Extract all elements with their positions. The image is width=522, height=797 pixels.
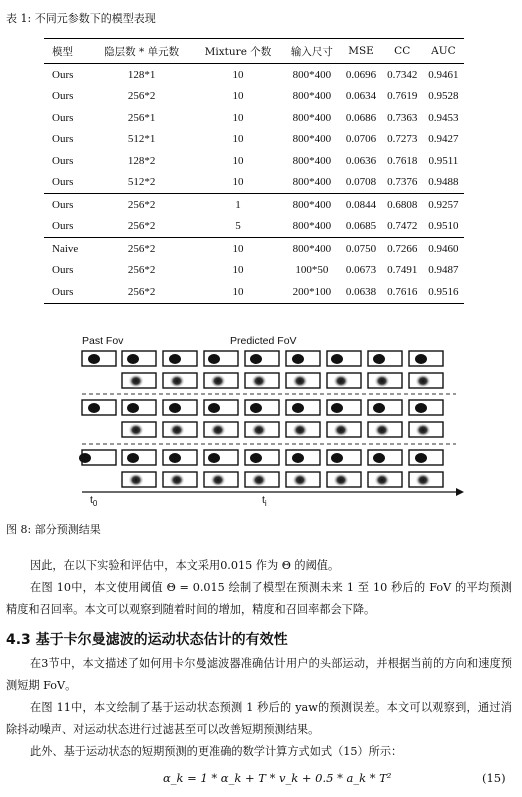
pred-blob (333, 473, 349, 487)
fov-blob (169, 403, 181, 413)
table-cell: 0.0696 (345, 68, 377, 81)
fov-blob (127, 453, 139, 463)
pred-blob (333, 423, 349, 437)
table-cell: Ours (52, 154, 74, 167)
table-row (44, 194, 464, 216)
fov-blob (169, 354, 181, 364)
table-cell: 0.9453 (428, 111, 459, 124)
table-cell: 0.9487 (428, 264, 459, 277)
table-cell: 800*400 (292, 242, 332, 255)
table-cell: Ours (52, 264, 74, 277)
table-cell: 256*2 (127, 220, 156, 233)
table-cell: 0.7342 (387, 68, 418, 81)
fov-blob (373, 403, 385, 413)
pred-blob (128, 473, 144, 487)
table-cell: 256*2 (127, 264, 156, 277)
paragraph-3: 在3节中，本文描述了如何用卡尔曼滤波器准确估计用户的头部运动，并根据当前的方向和速度预测短期 FoV。 (6, 657, 512, 692)
table-cell: 10 (232, 285, 244, 298)
table-group-2 (44, 194, 464, 238)
pred-blob (333, 374, 349, 388)
past-fov-label: Past Fov (82, 335, 124, 347)
table-cell: 256*2 (127, 285, 156, 298)
table-cell: 512*1 (127, 133, 156, 146)
pred-blob (292, 473, 308, 487)
fov-blob (292, 354, 304, 364)
table-cell: 128*2 (127, 154, 156, 167)
paragraph-2: 在图 10中，本文使用阈值 Θ = 0.015 绘制了模型在预测未来 1 至 10 秒后的 FoV 的平均预测精度和召回率。本文可以观察到随着时间的增加，精度和召回率都会下降。 (6, 581, 512, 616)
table-cell: 800*400 (292, 68, 332, 81)
table-cell: 0.9516 (428, 285, 459, 298)
table-cell: 800*400 (292, 176, 332, 189)
table-cell: 0.9511 (428, 154, 459, 167)
table-cell: 0.0686 (345, 111, 377, 124)
table-cell: Ours (52, 90, 74, 103)
equation-number: (15) (482, 771, 506, 785)
table-cell: 256*2 (127, 90, 156, 103)
fov-blob (292, 453, 304, 463)
pred-blob (169, 423, 185, 437)
table-cell: Ours (52, 111, 74, 124)
table-cell: 0.7616 (387, 285, 418, 298)
table-group-3 (44, 238, 464, 304)
table-cell: 800*400 (292, 90, 332, 103)
fov-blob (373, 453, 385, 463)
table-cell: 256*2 (127, 198, 156, 211)
table-cell: Ours (52, 198, 74, 211)
table-row (44, 238, 464, 260)
pred-blob (415, 473, 431, 487)
table-cell: 1 (235, 198, 241, 211)
table-cell: 128*1 (127, 68, 156, 81)
figure-caption: 图 8: 部分预测结果 (6, 523, 101, 536)
table-cell: 800*400 (292, 133, 332, 146)
table-cell: 800*400 (292, 154, 332, 167)
paragraph-1: 因此，在以下实验和评估中，本文采用0.015 作为 Θ 的阈值。 (30, 559, 340, 572)
fov-blob (208, 354, 220, 364)
pred-blob (415, 423, 431, 437)
equation: α_k = 1 * α_k + T * v_k + 0.5 * a_k * T² (163, 771, 392, 785)
table-cell: Ours (52, 176, 74, 189)
table-cell: 0.7618 (387, 154, 418, 167)
table-group-1 (44, 64, 464, 194)
table-cell: 0.0634 (345, 90, 377, 103)
pred-blob (292, 374, 308, 388)
pred-blob (251, 423, 267, 437)
table-cell: 256*1 (127, 111, 156, 124)
table-cell: 0.9461 (428, 68, 459, 81)
table-row (44, 281, 464, 303)
fov-blob (88, 354, 100, 364)
table-cell: 256*2 (127, 242, 156, 255)
table-row (44, 129, 464, 151)
col-header: 隐层数 * 单元数 (104, 45, 180, 58)
table-cell: 0.7363 (387, 111, 418, 124)
figure-prediction-results (74, 332, 464, 522)
fov-blob (331, 354, 343, 364)
col-header: MSE (348, 45, 374, 57)
table-cell: Ours (52, 285, 74, 298)
fov-blob (331, 453, 343, 463)
table-cell: 512*2 (127, 176, 156, 189)
table-cell: 0.7376 (387, 176, 418, 189)
pred-blob (251, 473, 267, 487)
table-cell: 0.9488 (428, 176, 459, 189)
table-cell: 0.7472 (387, 220, 418, 233)
table-header-row (44, 39, 464, 64)
table-cell: Naive (52, 242, 79, 255)
table-cell: 0.0844 (345, 198, 377, 211)
table-cell: 5 (235, 220, 241, 233)
pred-blob (210, 423, 226, 437)
fov-blob (373, 354, 385, 364)
table-row (44, 86, 464, 108)
col-header: Mixture 个数 (204, 45, 272, 58)
pred-blob (415, 374, 431, 388)
table-cell: 0.0685 (345, 220, 377, 233)
table-cell: 0.9257 (428, 198, 459, 211)
table-cell: 10 (232, 242, 244, 255)
fov-blob (169, 453, 181, 463)
fov-blob (415, 453, 427, 463)
table-cell: 800*400 (292, 111, 332, 124)
table-row (44, 172, 464, 194)
table-cell: 10 (232, 154, 244, 167)
fov-blob (127, 354, 139, 364)
table-cell: 0.9528 (428, 90, 459, 103)
fov-blob (250, 453, 262, 463)
ti-label: $t_i$ (262, 494, 267, 509)
section-heading: 4.3 基于卡尔曼滤波的运动状态估计的有效性 (6, 632, 288, 648)
pred-blob (374, 473, 390, 487)
col-header: CC (394, 45, 411, 57)
fov-blob (415, 354, 427, 364)
fov-blob (250, 403, 262, 413)
pred-blob (210, 374, 226, 388)
fov-blob (79, 453, 91, 463)
paragraph-4: 在图 11中，本文绘制了基于运动状态预测 1 秒后的 yaw的预测误差。本文可以观察到，通过消除抖动噪声、对运动状态进行过滤甚至可以改善短期预测结果。 (6, 701, 512, 736)
pred-blob (210, 473, 226, 487)
table-cell: 0.6808 (387, 198, 418, 211)
table-caption: 表 1: 不同元参数下的模型表现 (6, 12, 156, 25)
table-cell: 10 (232, 264, 244, 277)
table-cell: Ours (52, 68, 74, 81)
table-cell: 0.0706 (345, 133, 377, 146)
pred-blob (374, 423, 390, 437)
table-row (44, 107, 464, 129)
time-axis-arrow (456, 488, 464, 496)
fov-blob (88, 403, 100, 413)
table-cell: 10 (232, 90, 244, 103)
col-header: 模型 (52, 45, 73, 58)
table-row (44, 216, 464, 238)
table-row (44, 150, 464, 172)
table-cell: Ours (52, 220, 74, 233)
table-cell: 10 (232, 68, 244, 81)
pred-blob (169, 374, 185, 388)
table-cell: 800*400 (292, 220, 332, 233)
pred-blob (292, 423, 308, 437)
fov-blob (127, 403, 139, 413)
fov-grid (74, 332, 464, 522)
table-cell: 0.7266 (387, 242, 418, 255)
table-cell: 200*100 (292, 285, 332, 298)
table-cell: 0.0673 (345, 264, 377, 277)
fov-blob (292, 403, 304, 413)
table-cell: 10 (232, 111, 244, 124)
table-cell: 0.7273 (387, 133, 418, 146)
fov-blob (208, 453, 220, 463)
table-cell: 10 (232, 176, 244, 189)
pred-blob (251, 374, 267, 388)
table-cell: Ours (52, 133, 74, 146)
table-cell: 0.0636 (345, 154, 377, 167)
table-cell: 0.0638 (345, 285, 377, 298)
table-row (44, 260, 464, 282)
table-cell: 800*400 (292, 198, 332, 211)
table-cell: 0.7619 (387, 90, 418, 103)
fov-blob (331, 403, 343, 413)
table-cell: 0.0708 (345, 176, 377, 189)
pred-blob (374, 374, 390, 388)
table-cell: 100*50 (295, 264, 329, 277)
table-cell: 0.9460 (428, 242, 459, 255)
pred-blob (128, 374, 144, 388)
table-row (44, 64, 464, 86)
col-header: AUC (431, 45, 456, 57)
predicted-fov-label: Predicted FoV (230, 335, 297, 347)
table-cell: 0.0750 (345, 242, 377, 255)
table-cell: 0.9427 (428, 133, 459, 146)
paragraph-5: 此外、基于运动状态的短期预测的更准确的数学计算方式如式（15）所示： (30, 745, 403, 758)
table-cell: 0.7491 (387, 264, 418, 277)
table-cell: 0.9510 (428, 220, 459, 233)
fov-blob (250, 354, 262, 364)
pred-blob (128, 423, 144, 437)
pred-blob (169, 473, 185, 487)
table-cell: 10 (232, 133, 244, 146)
fov-blob (415, 403, 427, 413)
results-table (44, 38, 464, 304)
fov-blob (208, 403, 220, 413)
col-header: 输入尺寸 (290, 45, 333, 58)
t0-label: $t_0$ (90, 494, 98, 509)
